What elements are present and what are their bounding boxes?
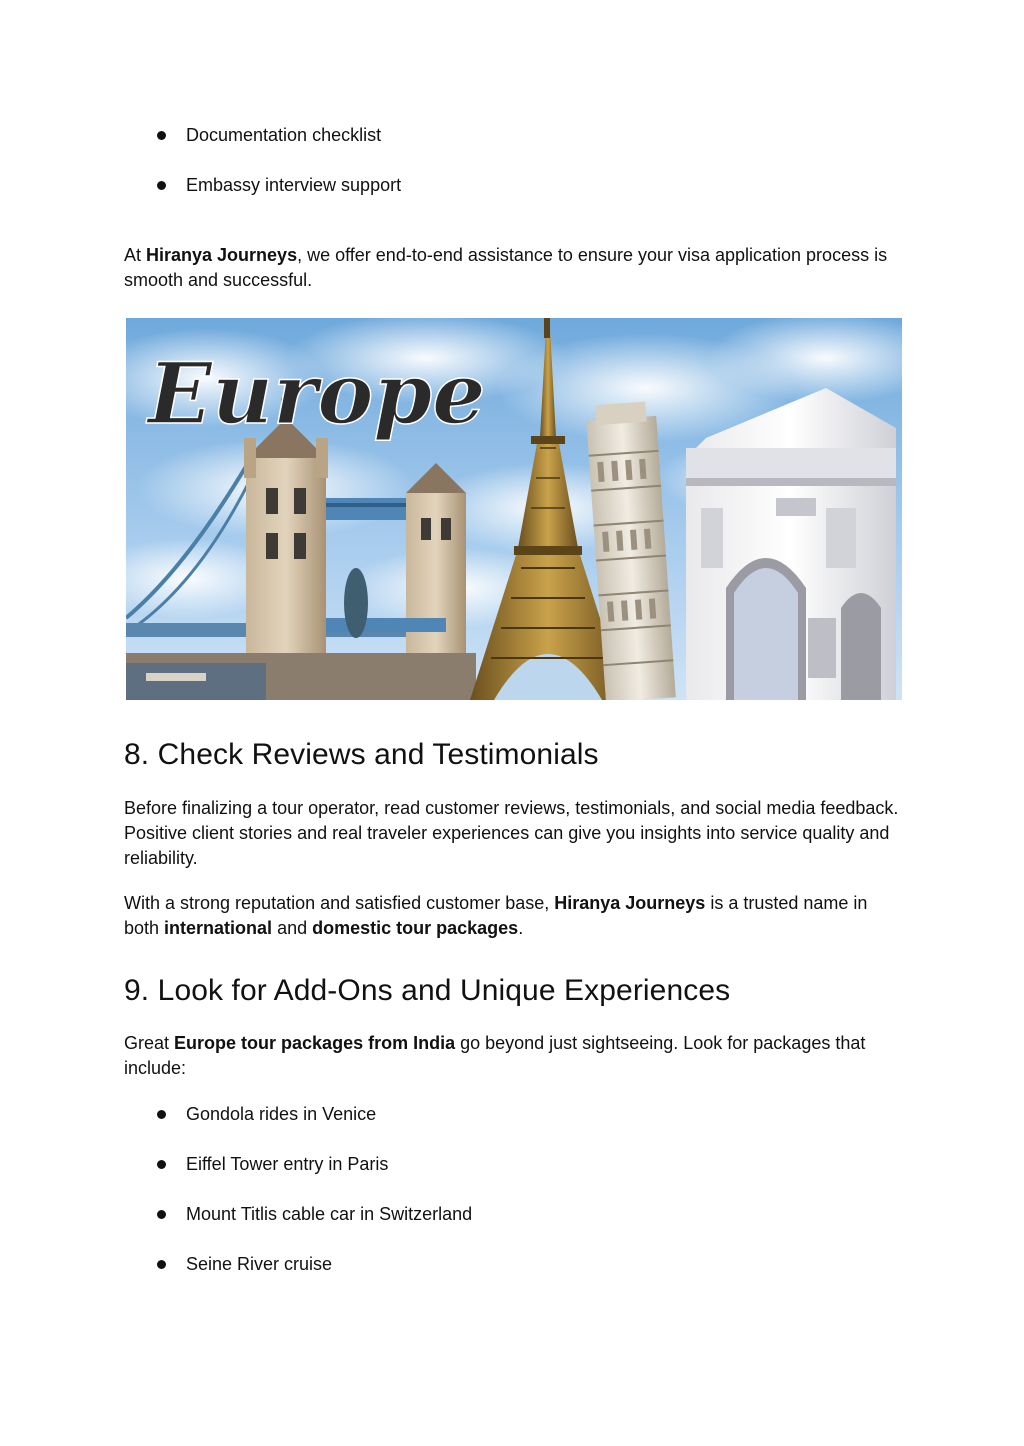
list-item-text: Seine River cruise	[186, 1254, 333, 1274]
europe-landmarks-image	[126, 318, 902, 700]
text-run: , we offer end-to-end assistance to ensure your visa application process is smooth and successful.	[124, 245, 888, 290]
visa-assistance-paragraph	[124, 243, 904, 293]
list-item	[153, 124, 381, 146]
section-heading: 9. Look for Add-Ons and Unique Experiences	[124, 974, 731, 1007]
reviews-paragraph: Before finalizing a tour operator, read customer reviews, testimonials, and social media feedback. Positive client stories and real traveler experiences can give you insights into service quality and reliability.	[124, 798, 899, 868]
bold-term: Europe tour packages from India	[174, 1033, 456, 1053]
list-item	[153, 1153, 388, 1175]
bullet-icon	[157, 1210, 166, 1219]
list-item-text: Mount Titlis cable car in Switzerland	[186, 1204, 473, 1224]
text-run: is a trusted name in both	[124, 893, 868, 938]
list-item-text: Gondola rides in Venice	[186, 1104, 377, 1124]
text-run: and	[272, 918, 313, 938]
europe-title-text: Europe	[148, 344, 486, 443]
arc-de-triomphe	[686, 388, 896, 700]
list-item	[153, 1203, 472, 1225]
list-item-text: Documentation checklist	[186, 125, 382, 145]
list-item	[153, 174, 401, 196]
text-run: At	[124, 245, 147, 265]
text-run: .	[518, 918, 524, 938]
bullet-icon	[157, 1260, 166, 1269]
list-item	[153, 1103, 376, 1125]
list-item	[153, 1253, 332, 1275]
list-item-text: Eiffel Tower entry in Paris	[186, 1154, 389, 1174]
bullet-icon	[157, 1110, 166, 1119]
bullet-icon	[157, 181, 166, 190]
text-run: Great	[124, 1033, 175, 1053]
brand-name: Hiranya Journeys	[146, 245, 298, 265]
bullet-icon	[157, 1160, 166, 1169]
bold-term: domestic tour packages	[312, 918, 519, 938]
text-run: With a strong reputation and satisfied customer base,	[124, 893, 555, 913]
brand-name: Hiranya Journeys	[554, 893, 706, 913]
reputation-paragraph	[124, 891, 904, 941]
text-run: go beyond just sightseeing. Look for packages that include:	[124, 1033, 866, 1078]
section-heading: 8. Check Reviews and Testimonials	[124, 738, 599, 771]
addons-paragraph	[124, 1031, 904, 1081]
list-item-text: Embassy interview support	[186, 175, 402, 195]
bullet-icon	[157, 131, 166, 140]
bold-term: international	[164, 918, 273, 938]
